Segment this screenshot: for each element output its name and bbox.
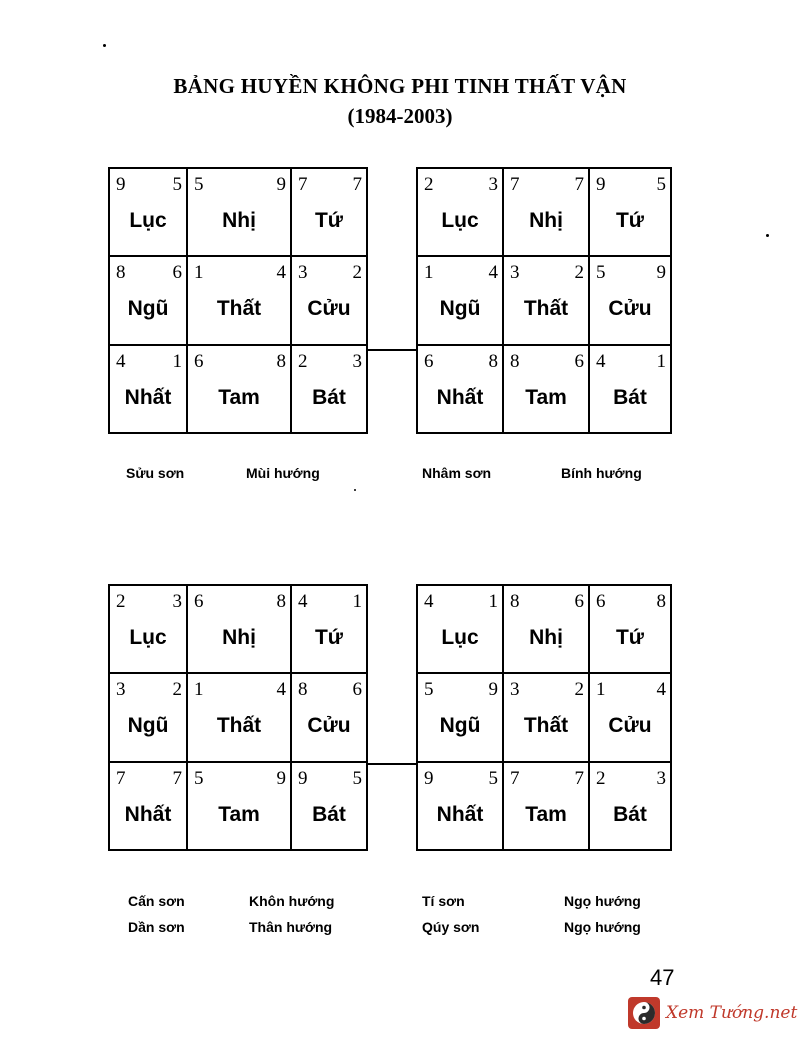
mountain-star-number: 7 bbox=[298, 174, 308, 195]
palace-cell bbox=[590, 674, 672, 763]
palace-cell bbox=[292, 346, 368, 434]
base-star-name: Nhị bbox=[222, 626, 256, 649]
flying-star-grid bbox=[416, 167, 672, 434]
mountain-star-number: 1 bbox=[194, 262, 204, 283]
base-star-name: Thất bbox=[216, 714, 262, 737]
caption-mountain: Nhâm sơn bbox=[422, 465, 492, 481]
water-star-number: 7 bbox=[172, 768, 182, 789]
base-star-name: Thất bbox=[216, 297, 262, 320]
palace-cell bbox=[590, 586, 672, 674]
base-star-name: Bát bbox=[312, 386, 346, 409]
caption-facing: Khôn hướng bbox=[249, 893, 335, 909]
mountain-star-number: 9 bbox=[116, 174, 126, 195]
base-star-name: Nhị bbox=[529, 209, 563, 232]
base-star-name: Cửu bbox=[608, 297, 652, 320]
mountain-star-number: 9 bbox=[298, 768, 308, 789]
mountain-star-number: 4 bbox=[596, 351, 606, 372]
palace-cell bbox=[292, 674, 368, 763]
palace-cell bbox=[292, 763, 368, 851]
palace-cell bbox=[418, 169, 504, 257]
water-star-number: 2 bbox=[574, 679, 584, 700]
base-star-name: Lục bbox=[441, 209, 479, 232]
base-star-name: Nhất bbox=[124, 803, 172, 826]
mountain-star-number: 6 bbox=[596, 591, 606, 612]
water-star-number: 4 bbox=[656, 679, 666, 700]
palace-cell bbox=[110, 346, 188, 434]
base-star-name: Nhất bbox=[124, 386, 172, 409]
water-star-number: 9 bbox=[488, 679, 498, 700]
base-star-name: Tứ bbox=[615, 209, 645, 232]
palace-cell bbox=[504, 169, 590, 257]
palace-cell bbox=[418, 346, 504, 434]
palace-cell bbox=[504, 586, 590, 674]
palace-cell bbox=[110, 674, 188, 763]
caption-mountain: Sửu sơn bbox=[126, 465, 185, 481]
base-star-name: Cửu bbox=[307, 297, 351, 320]
mountain-star-number: 2 bbox=[424, 174, 434, 195]
base-star-name: Tam bbox=[525, 803, 567, 826]
base-star-name: Bát bbox=[312, 803, 346, 826]
water-star-number: 1 bbox=[656, 351, 666, 372]
water-star-number: 6 bbox=[172, 262, 182, 283]
scan-speck bbox=[766, 234, 769, 237]
mountain-star-number: 8 bbox=[510, 351, 520, 372]
water-star-number: 8 bbox=[488, 351, 498, 372]
water-star-number: 1 bbox=[488, 591, 498, 612]
palace-cell bbox=[590, 257, 672, 346]
palace-cell bbox=[504, 346, 590, 434]
palace-cell bbox=[590, 169, 672, 257]
water-star-number: 6 bbox=[352, 679, 362, 700]
water-star-number: 8 bbox=[276, 351, 286, 372]
mountain-star-number: 3 bbox=[510, 679, 520, 700]
mountain-star-number: 7 bbox=[510, 174, 520, 195]
caption-facing: Mùi hướng bbox=[246, 465, 320, 481]
mountain-star-number: 1 bbox=[596, 679, 606, 700]
scan-speck bbox=[103, 44, 106, 47]
palace-cell bbox=[504, 763, 590, 851]
base-star-name: Thất bbox=[523, 714, 569, 737]
page-number: 47 bbox=[650, 965, 675, 990]
base-star-name: Tam bbox=[525, 386, 567, 409]
base-star-name: Cửu bbox=[307, 714, 351, 737]
water-star-number: 3 bbox=[172, 591, 182, 612]
mountain-star-number: 1 bbox=[424, 262, 434, 283]
water-star-number: 6 bbox=[574, 351, 584, 372]
caption-facing: Ngọ hướng bbox=[564, 893, 641, 909]
mountain-star-number: 2 bbox=[116, 591, 126, 612]
water-star-number: 2 bbox=[574, 262, 584, 283]
palace-cell bbox=[188, 169, 292, 257]
base-star-name: Tam bbox=[218, 386, 260, 409]
watermark-text: Xem Tướng.net bbox=[666, 1003, 798, 1023]
water-star-number: 4 bbox=[276, 262, 286, 283]
palace-cell bbox=[504, 257, 590, 346]
palace-cell bbox=[110, 257, 188, 346]
yin-yang-icon bbox=[628, 997, 660, 1029]
palace-cell bbox=[292, 586, 368, 674]
mountain-star-number: 4 bbox=[116, 351, 126, 372]
flying-star-grid bbox=[416, 584, 672, 851]
scan-speck bbox=[354, 489, 356, 491]
water-star-number: 5 bbox=[656, 174, 666, 195]
base-star-name: Ngũ bbox=[439, 714, 481, 737]
mountain-star-number: 7 bbox=[510, 768, 520, 789]
water-star-number: 5 bbox=[488, 768, 498, 789]
base-star-name: Nhị bbox=[529, 626, 563, 649]
base-star-name: Ngũ bbox=[127, 297, 169, 320]
base-star-name: Ngũ bbox=[439, 297, 481, 320]
mountain-star-number: 5 bbox=[194, 768, 204, 789]
mountain-star-number: 4 bbox=[424, 591, 434, 612]
caption-facing: Ngọ hướng bbox=[564, 919, 641, 935]
base-star-name: Thất bbox=[523, 297, 569, 320]
mountain-star-number: 7 bbox=[116, 768, 126, 789]
mountain-star-number: 8 bbox=[510, 591, 520, 612]
water-star-number: 3 bbox=[352, 351, 362, 372]
flying-star-grid bbox=[108, 167, 368, 434]
palace-cell bbox=[110, 169, 188, 257]
water-star-number: 2 bbox=[352, 262, 362, 283]
water-star-number: 5 bbox=[352, 768, 362, 789]
palace-cell bbox=[110, 763, 188, 851]
water-star-number: 2 bbox=[172, 679, 182, 700]
mountain-star-number: 6 bbox=[194, 591, 204, 612]
water-star-number: 4 bbox=[276, 679, 286, 700]
palace-cell bbox=[292, 257, 368, 346]
palace-cell bbox=[504, 674, 590, 763]
flying-star-grid bbox=[108, 584, 368, 851]
watermark[interactable] bbox=[628, 995, 797, 1031]
water-star-number: 5 bbox=[172, 174, 182, 195]
caption-facing: Bính hướng bbox=[561, 465, 642, 481]
base-star-name: Cửu bbox=[608, 714, 652, 737]
palace-cell bbox=[418, 763, 504, 851]
palace-cell bbox=[188, 346, 292, 434]
base-star-name: Ngũ bbox=[127, 714, 169, 737]
base-star-name: Bát bbox=[613, 386, 647, 409]
mountain-star-number: 3 bbox=[510, 262, 520, 283]
water-star-number: 6 bbox=[574, 591, 584, 612]
base-star-name: Tam bbox=[218, 803, 260, 826]
palace-cell bbox=[110, 586, 188, 674]
palace-cell bbox=[188, 674, 292, 763]
water-star-number: 7 bbox=[574, 174, 584, 195]
base-star-name: Nhất bbox=[436, 803, 484, 826]
mountain-star-number: 2 bbox=[298, 351, 308, 372]
palace-cell bbox=[418, 674, 504, 763]
palace-cell bbox=[590, 763, 672, 851]
palace-cell bbox=[590, 346, 672, 434]
mountain-star-number: 6 bbox=[194, 351, 204, 372]
mountain-star-number: 2 bbox=[596, 768, 606, 789]
base-star-name: Nhất bbox=[436, 386, 484, 409]
water-star-number: 9 bbox=[276, 174, 286, 195]
caption-mountain: Dần sơn bbox=[128, 919, 185, 935]
mountain-star-number: 6 bbox=[424, 351, 434, 372]
mountain-star-number: 3 bbox=[298, 262, 308, 283]
mountain-star-number: 8 bbox=[116, 262, 126, 283]
palace-cell bbox=[188, 257, 292, 346]
caption-mountain: Cấn sơn bbox=[128, 893, 185, 909]
caption-mountain: Tí sơn bbox=[422, 893, 465, 909]
palace-cell bbox=[418, 257, 504, 346]
base-star-name: Tứ bbox=[615, 626, 645, 649]
water-star-number: 7 bbox=[352, 174, 362, 195]
base-star-name: Lục bbox=[129, 209, 167, 232]
base-star-name: Lục bbox=[129, 626, 167, 649]
water-star-number: 1 bbox=[172, 351, 182, 372]
base-star-name: Bát bbox=[613, 803, 647, 826]
base-star-name: Nhị bbox=[222, 209, 256, 232]
mountain-star-number: 5 bbox=[424, 679, 434, 700]
palace-cell bbox=[188, 763, 292, 851]
caption-mountain: Qúy sơn bbox=[422, 919, 480, 935]
water-star-number: 8 bbox=[276, 591, 286, 612]
mountain-star-number: 3 bbox=[116, 679, 126, 700]
mountain-star-number: 5 bbox=[194, 174, 204, 195]
water-star-number: 8 bbox=[656, 591, 666, 612]
water-star-number: 9 bbox=[656, 262, 666, 283]
water-star-number: 3 bbox=[488, 174, 498, 195]
page-title: BẢNG HUYỀN KHÔNG PHI TINH THẤT VẬN bbox=[173, 74, 627, 98]
base-star-name: Tứ bbox=[314, 626, 344, 649]
mountain-star-number: 9 bbox=[596, 174, 606, 195]
caption-facing: Thân hướng bbox=[249, 919, 333, 935]
mountain-star-number: 4 bbox=[298, 591, 308, 612]
chart-divider-line bbox=[366, 763, 418, 765]
chart-divider-line bbox=[366, 349, 418, 351]
palace-cell bbox=[418, 586, 504, 674]
mountain-star-number: 5 bbox=[596, 262, 606, 283]
water-star-number: 1 bbox=[352, 591, 362, 612]
base-star-name: Tứ bbox=[314, 209, 344, 232]
water-star-number: 3 bbox=[656, 768, 666, 789]
palace-cell bbox=[188, 586, 292, 674]
mountain-star-number: 1 bbox=[194, 679, 204, 700]
mountain-star-number: 8 bbox=[298, 679, 308, 700]
water-star-number: 4 bbox=[488, 262, 498, 283]
water-star-number: 9 bbox=[276, 768, 286, 789]
page-subtitle: (1984-2003) bbox=[347, 104, 453, 128]
palace-cell bbox=[292, 169, 368, 257]
base-star-name: Lục bbox=[441, 626, 479, 649]
water-star-number: 7 bbox=[574, 768, 584, 789]
mountain-star-number: 9 bbox=[424, 768, 434, 789]
